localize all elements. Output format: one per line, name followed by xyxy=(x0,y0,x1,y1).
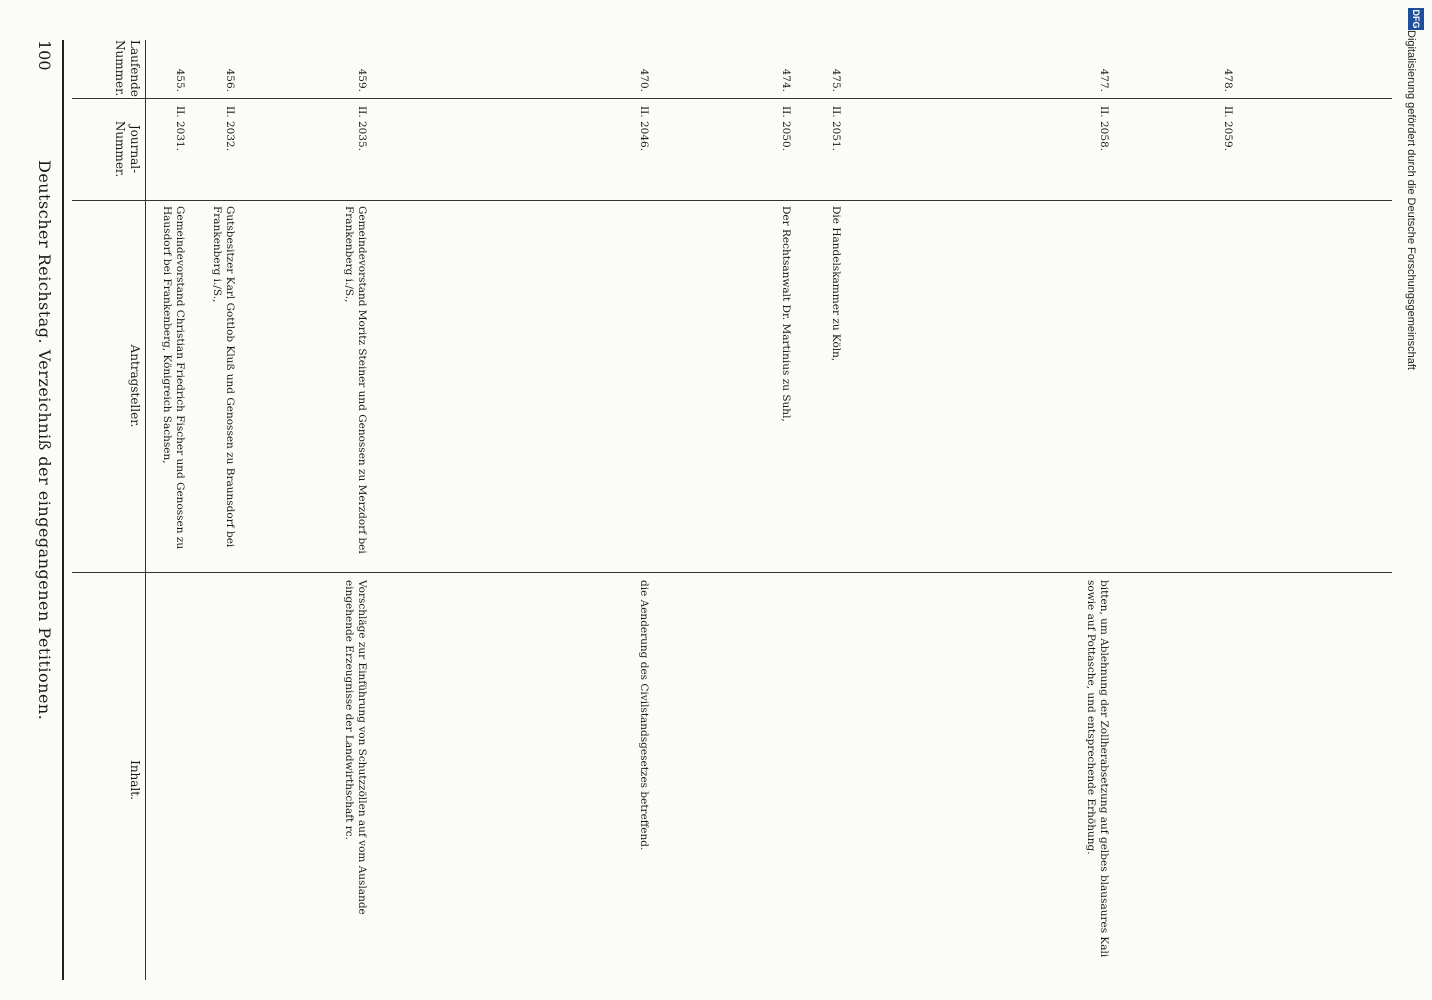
dfg-logo xyxy=(1408,8,1424,30)
row-number: 459. xyxy=(356,68,368,92)
journal-number: II. 2051. xyxy=(830,106,842,152)
row-number: 470. xyxy=(638,68,650,92)
journal-number: II. 2050. xyxy=(780,106,792,152)
column-header-inhalt: Inhalt. xyxy=(128,760,142,800)
column-header-antragsteller: Antragsteller. xyxy=(128,344,142,428)
applicant: Gemeindevorstand Christian Friedrich Fischer und Genossen zu Hausdorf bei Frankenberg, Königreich Sachsen, xyxy=(161,206,186,550)
page-title: Deutscher Reichstag. Verzeichniß der eingegangenen Petitionen. xyxy=(35,160,54,721)
digitization-credit xyxy=(1398,30,1428,690)
journal-number: II. 2031. xyxy=(174,106,186,152)
content: bitten, um Ablehnung der Zollherabsetzung auf gelbes blausaures Kali sowie auf Pottasche, und entsprechende Erhöhung. xyxy=(1085,580,1110,958)
column-header-journal: Journal-Nummer. xyxy=(113,120,142,178)
applicant: Die Handelskammer zu Köln, xyxy=(830,206,842,362)
dfg-logo-text: DFG xyxy=(1411,9,1421,29)
column-divider xyxy=(72,98,1392,99)
column-divider xyxy=(72,200,1392,201)
row-number: 475. xyxy=(830,68,842,92)
journal-number: II. 2058. xyxy=(1098,106,1110,152)
header-bottom-rule xyxy=(145,40,146,980)
row-number: 478. xyxy=(1222,68,1234,92)
running-head xyxy=(32,40,54,980)
column-header-laufende: Laufende Nummer. xyxy=(113,40,142,97)
journal-number: II. 2032. xyxy=(224,106,236,152)
applicant: Gutsbesitzer Karl Gottlob Kluß und Genossen zu Braunsdorf bei Frankenberg i./S., xyxy=(211,206,236,548)
applicant: Der Rechtsanwalt Dr. Martinius zu Suhl, xyxy=(780,206,792,422)
journal-number: II. 2046. xyxy=(638,106,650,152)
row-number: 455. xyxy=(174,68,186,92)
credit-text: Digitalisierung gefördert durch die Deutsche Forschungsgemeinschaft xyxy=(1405,30,1417,370)
content: die Aenderung des Civilstandsgesetzes betreffend. xyxy=(638,580,650,851)
row-number: 477. xyxy=(1098,68,1110,92)
row-number: 474. xyxy=(780,68,792,92)
content: Vorschläge zur Einführung von Schutzzöllen auf vom Auslande eingehende Erzeugnisse der Landwirthschaft rc. xyxy=(343,580,368,915)
journal-number: II. 2059. xyxy=(1222,106,1234,152)
column-divider xyxy=(72,572,1392,573)
journal-number: II. 2035. xyxy=(356,106,368,152)
row-number: 456. xyxy=(224,68,236,92)
header-rule xyxy=(62,40,64,980)
page-number: 100 xyxy=(35,40,54,71)
applicant: Gemeindevorstand Moritz Steiner und Genossen zu Merzdorf bei Frankenberg i./S., xyxy=(343,206,368,554)
